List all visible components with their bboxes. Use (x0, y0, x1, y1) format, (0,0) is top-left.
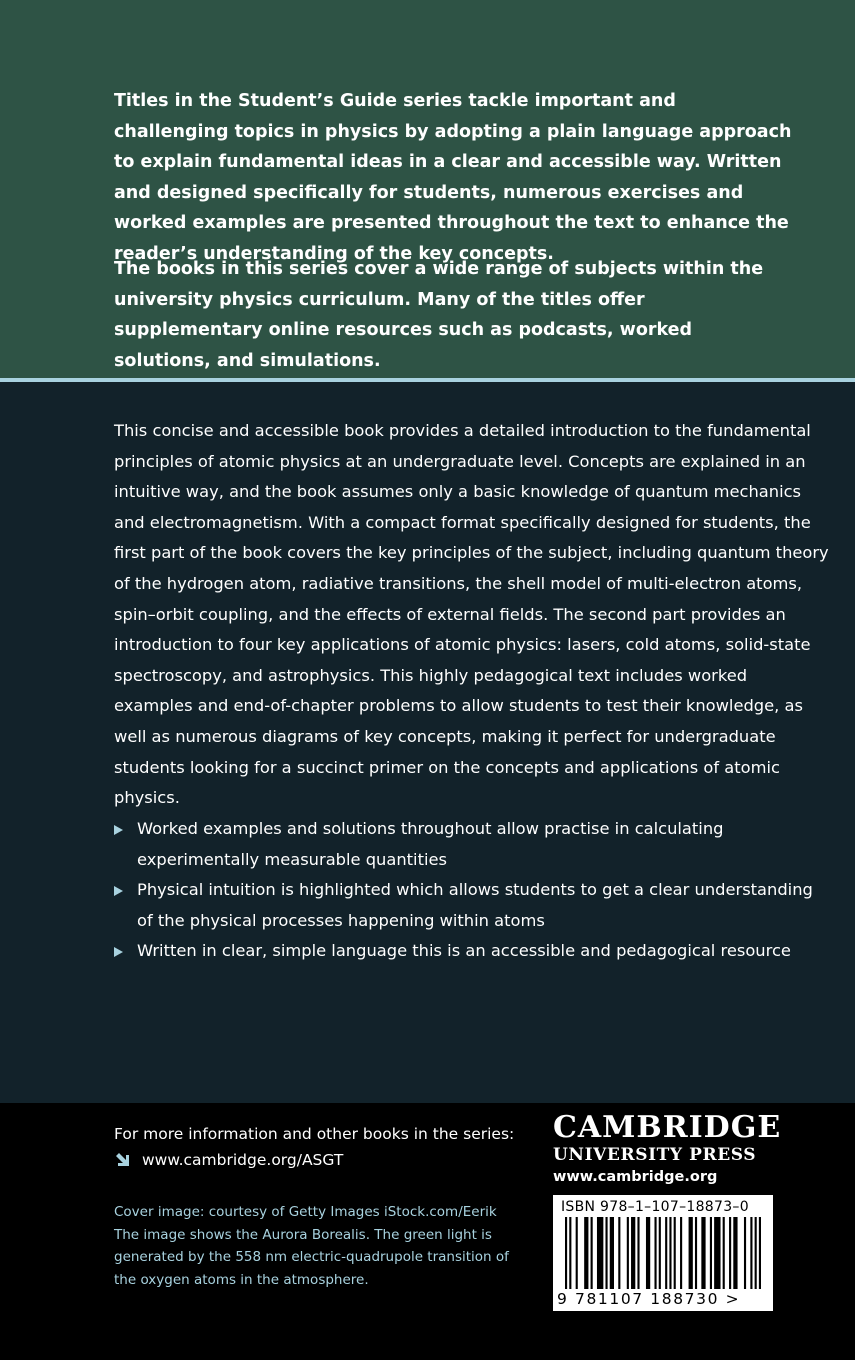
publisher-logo (553, 1111, 783, 1189)
more-info-text: For more information and other books in the series: (114, 1125, 515, 1143)
arrow-down-right-icon (114, 1151, 132, 1169)
series-intro-section (0, 0, 855, 378)
book-description-section (0, 382, 855, 1103)
feature-text: Worked examples and solutions throughout allow practise in calculating experimentally measurable quantities (137, 819, 724, 869)
book-description: This concise and accessible book provides a detailed introduction to the fundamental principles of atomic physics at an undergraduate level. Concepts are explained in an intuitive way, and the book assumes only a basic knowledge of quantum mechanics and electromagnetism. With a compact format specifically designed for students, the first part of the book covers the key principles of the subject, including quantum theory of the hydrogen atom, radiative transitions, the shell model of multi-electron atoms, spin–orbit coupling, and the effects of external fields. The second part provides an introduction to four key applications of atomic physics: lasers, cold atoms, solid-state spectroscopy, and astrophysics. This highly pedagogical text includes worked examples and end-of-chapter problems to allow students to test their knowledge, as well as numerous diagrams of key concepts, making it perfect for undergraduate students looking for a succinct primer on the concepts and applications of atomic physics. (114, 421, 829, 808)
feature-text: Physical intuition is highlighted which allows students to get a clear understanding of the physical processes happening within atoms (137, 880, 813, 930)
publisher-name: CAMBRIDGE (553, 1110, 782, 1145)
feature-item (112, 814, 832, 875)
cover-image-credit: Cover image: courtesy of Getty Images iStock.com/Eerik The image shows the Aurora Borealis. The green light is generated by the 558 nm electric-quadrupole transition of the oxygen atoms in the atmosphere. (114, 1204, 509, 1288)
series-intro-paragraph-2: The books in this series cover a wide range of subjects within the university physics curriculum. Many of the titles offer supplementary online resources such as podcasts, worked solutions, and simulations. (114, 259, 764, 371)
feature-list (112, 814, 832, 967)
feature-text: Written in clear, simple language this is an accessible and pedagogical resource (137, 941, 791, 961)
publisher-subname: UNIVERSITY PRESS (553, 1145, 757, 1165)
series-url[interactable]: www.cambridge.org/ASGT (142, 1151, 344, 1169)
series-link[interactable] (114, 1148, 343, 1172)
triangle-right-icon (114, 886, 123, 896)
feature-item (112, 875, 832, 936)
isbn-label: ISBN 978–1–107–18873–0 (561, 1199, 749, 1215)
series-intro-paragraph-1: Titles in the Student’s Guide series tackle important and challenging topics in physics by adopting a plain language approach to explain fundamental ideas in a clear and accessible way. Written and designed specifically for students, numerous exercises and worked examples are presented throughout the text to enhance the reader’s understanding of the key concepts. (114, 91, 792, 264)
publisher-url: www.cambridge.org (553, 1169, 718, 1185)
triangle-right-icon (114, 947, 123, 957)
triangle-right-icon (114, 825, 123, 835)
footer-section (0, 1103, 855, 1360)
barcode-bars (565, 1217, 761, 1289)
feature-item (112, 936, 832, 967)
ean-digits: 9 781107 188730 > (557, 1290, 741, 1308)
isbn-barcode (553, 1195, 773, 1311)
